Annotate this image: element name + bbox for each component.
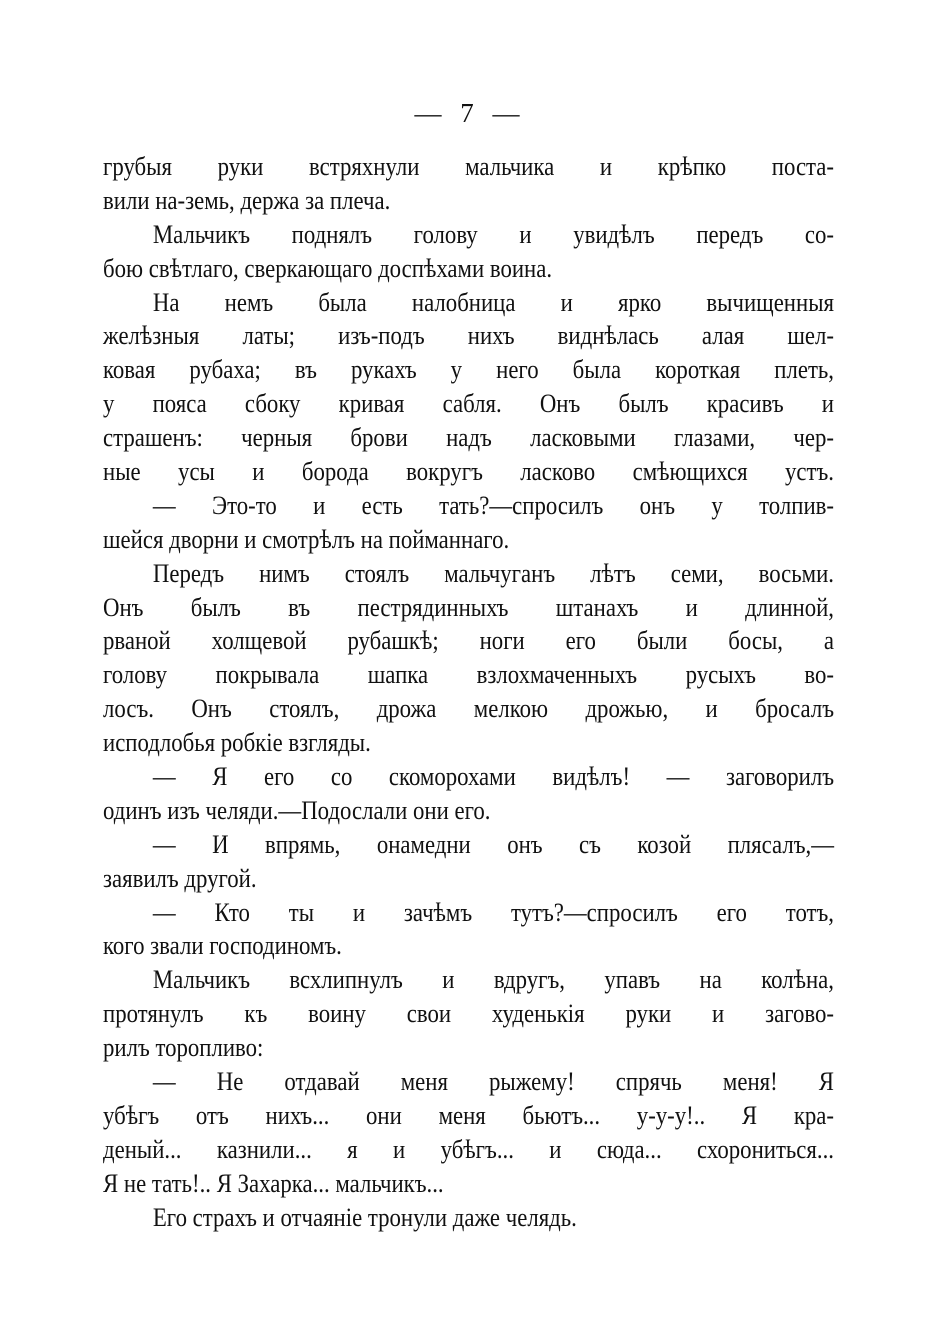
text-line: страшенъ: черныя брови надъ ласковыми глазами, чер- (103, 422, 834, 453)
text-line: Мальчикъ всхлипнулъ и вдругъ, упавъ на колѣна, (152, 964, 834, 995)
text-line: у пояса сбоку кривая сабля. Онъ былъ красивъ и (103, 388, 834, 419)
text-line: бою свѣтлаго, сверкающаго доспѣхами воина. (103, 252, 553, 283)
body-text (103, 150, 834, 1235)
text-line: Мальчикъ поднялъ голову и увидѣлъ передъ со- (152, 218, 834, 249)
text-line: заявилъ другой. (103, 862, 257, 893)
text-line: ные усы и борода вокругъ ласково смѣющихся устъ. (103, 456, 834, 487)
text-line: голову покрывала шапка взлохмаченныхъ русыхъ во- (103, 659, 834, 690)
text-line: ковая рубаха; въ рукахъ у него была короткая плеть, (103, 354, 834, 385)
text-line: протянулъ къ воину свои худенькія руки и загово- (103, 998, 834, 1029)
text-line: — Кто ты и зачѣмъ тутъ?—спросилъ его тотъ, (152, 896, 834, 927)
text-line: — Не отдавай меня рыжему! спрячь меня! Я (152, 1066, 834, 1097)
text-line: грубыя руки встряхнули мальчика и крѣпко поста- (103, 151, 834, 181)
text-line: рилъ торопливо: (103, 1032, 264, 1063)
text-line: желѣзныя латы; изъ-подъ нихъ виднѣлась алая шел- (103, 320, 834, 351)
text-line: Я не тать!.. Я Захарка... мальчикъ... (103, 1167, 444, 1198)
text-line: вили на-земь, держа за плеча. (103, 184, 391, 215)
page-number: — 7 — (414, 98, 526, 128)
text-line: Передъ нимъ стоялъ мальчуганъ лѣтъ семи, восьми. (152, 557, 834, 588)
text-line: кого звали господиномъ. (103, 930, 342, 961)
text-line: лосъ. Онъ стоялъ, дрожа мелкою дрожью, и бросалъ (103, 693, 834, 724)
text-line: исподлобья робкіе взгляды. (103, 727, 371, 758)
text-line: деный... казнили... я и убѣгъ... и сюда... схорониться... (103, 1133, 834, 1164)
text-line: — Я его со скоморохами видѣлъ! — заговорилъ (152, 761, 834, 792)
text-line: — Это-то и есть тать?—спросилъ онъ у толпив- (152, 489, 834, 520)
text-line: шейся дворни и смотрѣлъ на пойманнаго. (103, 523, 510, 554)
text-line: одинъ изъ челяди.—Подослали они его. (103, 794, 491, 825)
text-line: — И впрямь, онамедни онъ съ козой плясалъ,— (152, 828, 834, 859)
text-line: На немъ была налобница и ярко вычищенныя (152, 286, 834, 317)
text-line: Его страхъ и отчаяніе тронули даже челядь. (152, 1201, 577, 1232)
text-line: рваной холщевой рубашкѣ; ноги его были босы, а (103, 625, 834, 656)
text-line: Онъ былъ въ пестрядинныхъ штанахъ и длинной, (103, 591, 834, 622)
text-line: убѣгъ отъ нихъ... они меня бьютъ... у-у-у!.. Я кра- (103, 1099, 834, 1130)
